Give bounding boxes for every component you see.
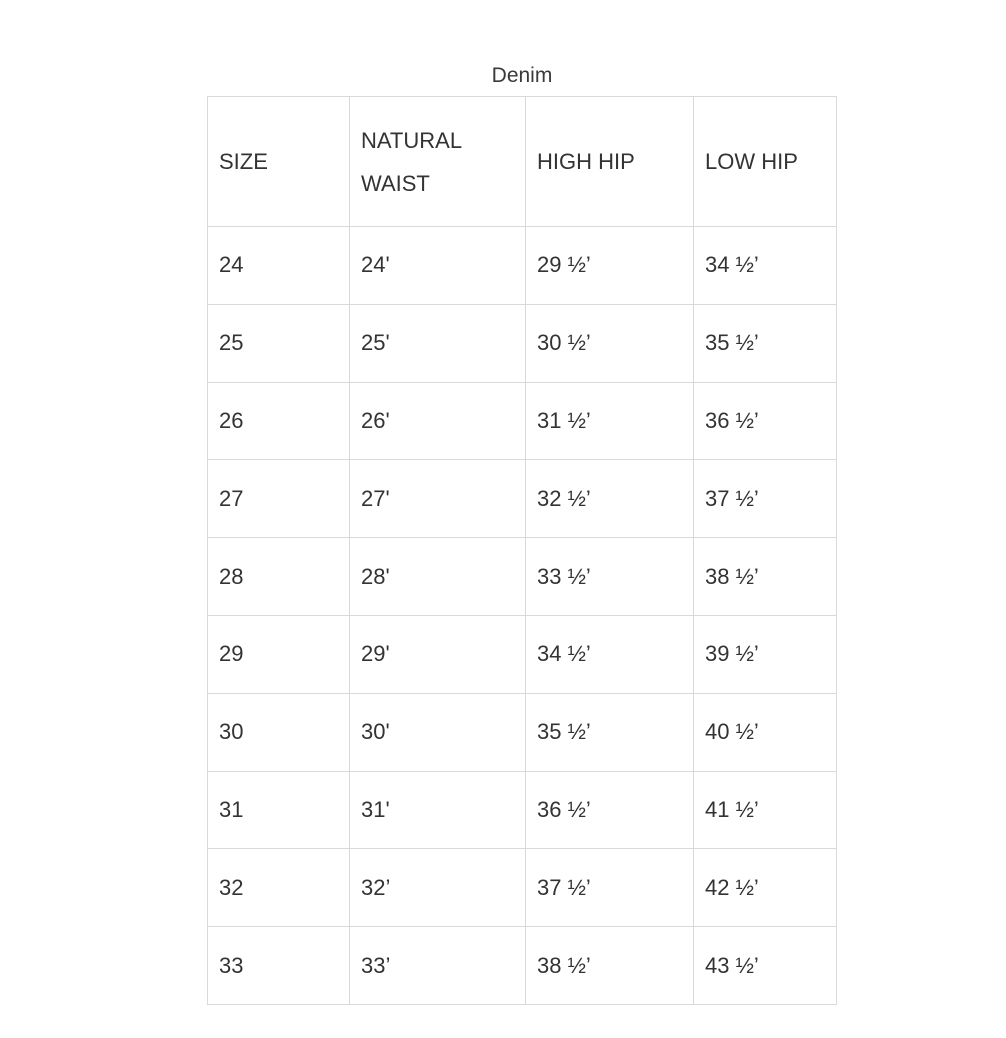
cell-low-hip: 36 ½’ [694,382,837,460]
cell-size: 25 [208,304,350,382]
table-row [208,460,837,538]
header-low-hip: LOW HIP [694,97,837,227]
cell-high-hip: 32 ½’ [526,460,694,538]
cell-natural-waist: 31' [350,771,526,849]
cell-size: 31 [208,771,350,849]
cell-high-hip: 34 ½’ [526,615,694,693]
header-high-hip: HIGH HIP [526,97,694,227]
cell-low-hip: 34 ½’ [694,227,837,305]
cell-low-hip: 42 ½’ [694,849,837,927]
cell-natural-waist: 33’ [350,927,526,1005]
cell-natural-waist: 29' [350,615,526,693]
cell-size: 27 [208,460,350,538]
cell-low-hip: 39 ½’ [694,615,837,693]
cell-high-hip: 38 ½’ [526,927,694,1005]
cell-low-hip: 40 ½’ [694,693,837,771]
cell-size: 33 [208,927,350,1005]
cell-size: 30 [208,693,350,771]
cell-size: 29 [208,615,350,693]
size-chart-table [207,96,837,1005]
table-row [208,227,837,305]
table-row [208,538,837,616]
cell-high-hip: 33 ½’ [526,538,694,616]
cell-high-hip: 36 ½’ [526,771,694,849]
cell-natural-waist: 28' [350,538,526,616]
table-row [208,304,837,382]
cell-natural-waist: 25' [350,304,526,382]
cell-natural-waist: 30' [350,693,526,771]
cell-low-hip: 41 ½’ [694,771,837,849]
header-size: SIZE [208,97,350,227]
cell-high-hip: 29 ½’ [526,227,694,305]
header-natural-waist: NATURAL WAIST [350,97,526,227]
cell-size: 28 [208,538,350,616]
table-row [208,927,837,1005]
cell-natural-waist: 26' [350,382,526,460]
table-row [208,771,837,849]
table-row [208,693,837,771]
cell-high-hip: 31 ½’ [526,382,694,460]
cell-low-hip: 38 ½’ [694,538,837,616]
table-header-row [208,97,837,227]
table-caption: Denim [491,64,553,87]
cell-low-hip: 35 ½’ [694,304,837,382]
cell-size: 26 [208,382,350,460]
cell-high-hip: 30 ½’ [526,304,694,382]
table-row [208,849,837,927]
cell-size: 32 [208,849,350,927]
cell-high-hip: 37 ½’ [526,849,694,927]
cell-natural-waist: 27' [350,460,526,538]
cell-natural-waist: 24' [350,227,526,305]
cell-high-hip: 35 ½’ [526,693,694,771]
table-row [208,615,837,693]
cell-size: 24 [208,227,350,305]
cell-low-hip: 43 ½’ [694,927,837,1005]
table-row [208,382,837,460]
cell-low-hip: 37 ½’ [694,460,837,538]
cell-natural-waist: 32’ [350,849,526,927]
